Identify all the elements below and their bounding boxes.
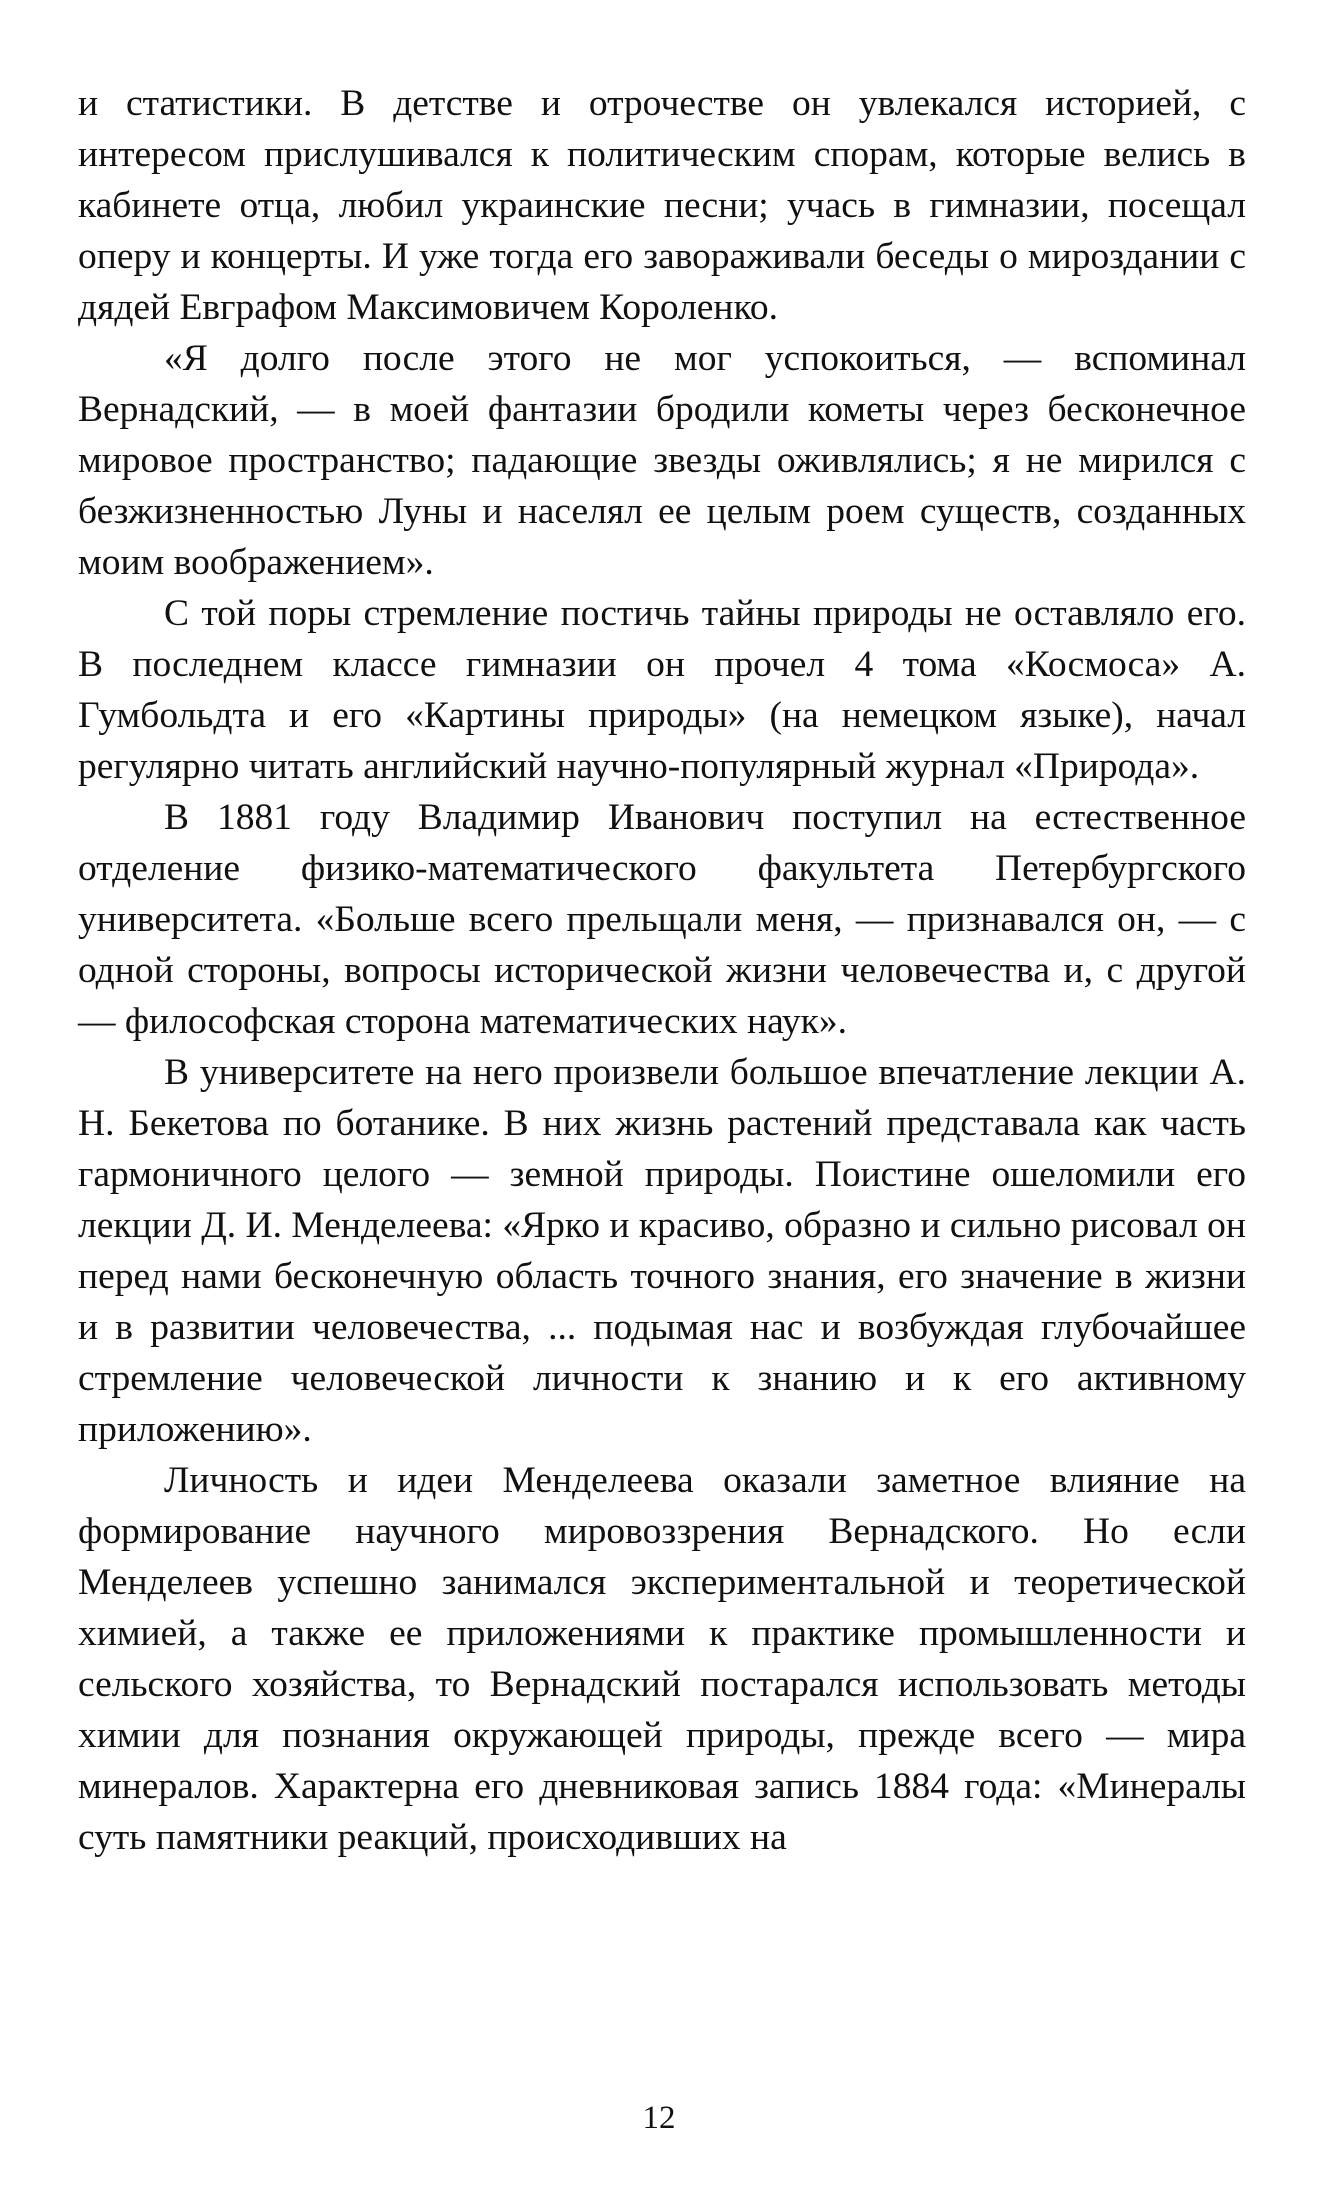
paragraph-1: и статистики. В детстве и отрочестве он увлекался историей, с интересом прислушивался к политическим спорам, которые велись в кабинете отца, любил украинские песни; учась в гимназии, посещал оперу и концерты. И уже тогда его завораживали беседы о мироздании с дядей Евграфом Максимовичем Короленко.: [78, 83, 1246, 328]
paragraph-4: В 1881 году Владимир Иванович поступил на естественное отделение физико-математического факультета Петербургского университета. «Больше всего прельщали меня, — признавался он, — с одной стороны, вопросы исторической жизни человечества и, с другой — философская сторона математических наук».: [78, 797, 1246, 1042]
paragraph-3: С той поры стремление постичь тайны природы не оставляло его. В последнем классе гимназии он прочел 4 тома «Космоса» А. Гумбольдта и его «Картины природы» (на немецком языке), начал регулярно читать английский научно-популярный журнал «Природа».: [78, 593, 1246, 787]
paragraph-6: Личность и идеи Менделеева оказали заметное влияние на формирование научного мировоззрения Вернадского. Но если Менделеев успешно занимался экспериментальной и теоретической химией, а также ее приложениями к практике промышленности и сельского хозяйства, то Вернадский постарался использовать методы химии для познания окружающей природы, прежде всего — мира минералов. Характерна его дневниковая запись 1884 года: «Минералы суть памятники реакций, происходивших на: [78, 1460, 1246, 1858]
paragraph-5: В университете на него произвели большое впечатление лекции А. Н. Бекетова по ботанике. В них жизнь растений представала как часть гармоничного целого — земной природы. Поистине ошеломили его лекции Д. И. Менделеева: «Ярко и красиво, образно и сильно рисовал он перед нами бесконечную область точного знания, его значение в жизни и в развитии человечества, ... подымая нас и возбуждая глубочайшее стремление человеческой личности к знанию и к его активному приложению».: [78, 1052, 1246, 1450]
page-body: [78, 78, 1246, 1863]
page-number: 12: [642, 2100, 676, 2136]
paragraph-2: «Я долго после этого не мог успокоиться, — вспоминал Вернадский, — в моей фантазии бродили кометы через бесконечное мировое пространство; падающие звезды оживлялись; я не мирился с безжизненностью Луны и населял ее целым роем существ, созданных моим воображением».: [78, 338, 1246, 583]
